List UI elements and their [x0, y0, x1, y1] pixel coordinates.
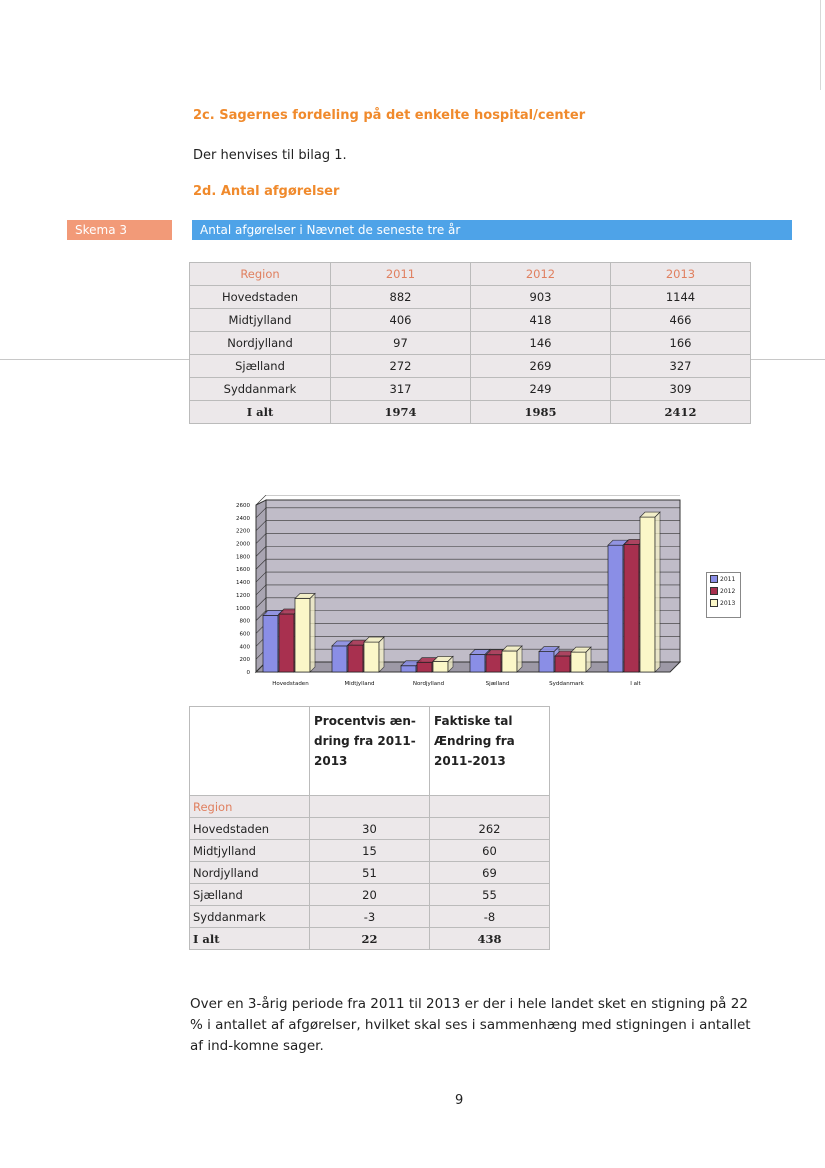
table-cell: -8 — [430, 906, 550, 928]
bar — [332, 646, 347, 672]
table-cell: 146 — [471, 332, 611, 355]
legend-swatch — [710, 587, 718, 595]
table-cell: 327 — [611, 355, 751, 378]
table-cell: 269 — [471, 355, 611, 378]
table-cell — [430, 796, 550, 818]
x-tick-label: Midtjylland — [344, 681, 375, 687]
y-tick-label: 2000 — [236, 541, 250, 548]
bar — [279, 614, 294, 672]
header-cell: 2011 — [331, 263, 471, 286]
legend-item — [707, 585, 740, 597]
table-cell: 406 — [331, 309, 471, 332]
table-cell: 30 — [310, 818, 430, 840]
table-cell: -3 — [310, 906, 430, 928]
bar — [295, 599, 310, 672]
legend-label: 2013 — [720, 599, 736, 607]
section-heading-2c: 2c. Sagernes fordeling på det enkelte hospital/center — [193, 108, 586, 123]
decisions-bar-chart — [222, 495, 682, 695]
y-tick-label: 2400 — [236, 515, 250, 522]
region-label-row — [190, 796, 550, 818]
table-cell — [310, 796, 430, 818]
actual-change-header: Faktiske tal Ændring fra 2011-2013 — [430, 707, 550, 796]
table-cell: 20 — [310, 884, 430, 906]
table-row — [190, 355, 751, 378]
bar — [555, 656, 570, 672]
table-cell: 418 — [471, 309, 611, 332]
skema-label: Skema 3 — [67, 220, 172, 240]
x-tick-label: Nordjylland — [412, 681, 445, 687]
table-title-bar: Antal afgørelser i Nævnet de seneste tre år — [192, 220, 792, 240]
table-header-row — [190, 263, 751, 286]
x-tick-label: Syddanmark — [549, 681, 584, 687]
table-cell: Sjælland — [190, 884, 310, 906]
bar — [624, 545, 639, 672]
bar-side — [655, 512, 660, 672]
decisions-table — [189, 262, 751, 424]
y-tick-label: 800 — [239, 618, 250, 625]
table-cell: 15 — [310, 840, 430, 862]
table-cell: 69 — [430, 862, 550, 884]
table-cell: Hovedstaden — [190, 818, 310, 840]
bar-side — [517, 646, 522, 672]
chart-legend — [706, 572, 741, 618]
table-cell: I alt — [190, 401, 331, 424]
change-table — [189, 706, 550, 950]
percent-change-header: Procentvis æn-dring fra 2011-2013 — [310, 707, 430, 796]
page-number: 9 — [455, 1093, 464, 1108]
table-cell: 1144 — [611, 286, 751, 309]
table-row — [190, 840, 550, 862]
bar — [470, 655, 485, 672]
legend-item — [707, 597, 740, 609]
table-cell: 97 — [331, 332, 471, 355]
y-tick-label: 1600 — [236, 567, 250, 574]
table-row — [190, 309, 751, 332]
y-tick-label: 600 — [239, 631, 250, 638]
table-cell: 22 — [310, 928, 430, 950]
bar — [571, 652, 586, 672]
y-tick-label: 1800 — [236, 554, 250, 561]
table-cell: 1985 — [471, 401, 611, 424]
y-tick-label: 1200 — [236, 592, 250, 599]
table-cell: 51 — [310, 862, 430, 884]
table-cell: 466 — [611, 309, 751, 332]
legend-label: 2012 — [720, 587, 736, 595]
table-cell: I alt — [190, 928, 310, 950]
table-total-row — [190, 928, 550, 950]
bar — [539, 652, 554, 672]
table-cell: Nordjylland — [190, 862, 310, 884]
section-heading-2d: 2d. Antal afgørelser — [193, 184, 340, 199]
table-cell: Midtjylland — [190, 840, 310, 862]
table-cell: Syddanmark — [190, 906, 310, 928]
bar — [401, 666, 416, 672]
table-cell: 262 — [430, 818, 550, 840]
table-cell: 166 — [611, 332, 751, 355]
legend-swatch — [710, 599, 718, 607]
bar — [348, 645, 363, 672]
table-cell: Midtjylland — [190, 309, 331, 332]
header-cell: 2013 — [611, 263, 751, 286]
table-cell: 317 — [331, 378, 471, 401]
table-row — [190, 332, 751, 355]
bar — [263, 615, 278, 672]
table-row — [190, 286, 751, 309]
y-tick-label: 1000 — [236, 605, 250, 612]
y-tick-label: 2200 — [236, 528, 250, 535]
reference-text: Der henvises til bilag 1. — [193, 148, 347, 163]
bar — [364, 642, 379, 672]
table-cell: Syddanmark — [190, 378, 331, 401]
bar-side — [379, 637, 384, 672]
y-tick-label: 1400 — [236, 580, 250, 587]
table-cell: 903 — [471, 286, 611, 309]
table-cell: 249 — [471, 378, 611, 401]
header-cell: Region — [190, 263, 331, 286]
y-tick-label: 2600 — [236, 503, 250, 509]
table-cell: Nordjylland — [190, 332, 331, 355]
summary-paragraph: Over en 3-årig periode fra 2011 til 2013 er der i hele landet sket en stigning på 22 % i antallet af afgørelser, hvilket skal ses i sammenhæng med stigningen i antallet af ind-komne sager. — [190, 996, 751, 1054]
table-cell: 55 — [430, 884, 550, 906]
change-table-header — [190, 707, 550, 796]
legend-swatch — [710, 575, 718, 583]
legend-item — [707, 573, 740, 585]
bar — [608, 545, 623, 672]
page-edge-line — [820, 0, 821, 90]
legend-label: 2011 — [720, 575, 736, 583]
table-row — [190, 862, 550, 884]
table-row — [190, 884, 550, 906]
bar — [417, 663, 432, 672]
table-cell: 1974 — [331, 401, 471, 424]
region-label: Region — [190, 796, 310, 818]
table-cell: Sjælland — [190, 355, 331, 378]
y-tick-label: 400 — [239, 644, 250, 651]
bar-side — [310, 594, 315, 672]
table-cell: 60 — [430, 840, 550, 862]
table-row — [190, 906, 550, 928]
table-cell: 882 — [331, 286, 471, 309]
x-tick-label: I alt — [630, 681, 641, 687]
table-cell: 309 — [611, 378, 751, 401]
bar — [640, 517, 655, 672]
bar — [486, 655, 501, 672]
table-total-row — [190, 401, 751, 424]
empty-header-cell — [190, 707, 310, 796]
x-tick-label: Hovedstaden — [272, 681, 309, 687]
y-tick-label: 0 — [246, 670, 250, 676]
x-tick-label: Sjælland — [485, 681, 510, 687]
table-cell: 272 — [331, 355, 471, 378]
bar — [502, 651, 517, 672]
header-cell: 2012 — [471, 263, 611, 286]
table-cell: 438 — [430, 928, 550, 950]
y-tick-label: 200 — [239, 657, 250, 664]
table-row — [190, 818, 550, 840]
table-row — [190, 378, 751, 401]
table-cell: 2412 — [611, 401, 751, 424]
table-cell: Hovedstaden — [190, 286, 331, 309]
bar — [433, 661, 448, 672]
